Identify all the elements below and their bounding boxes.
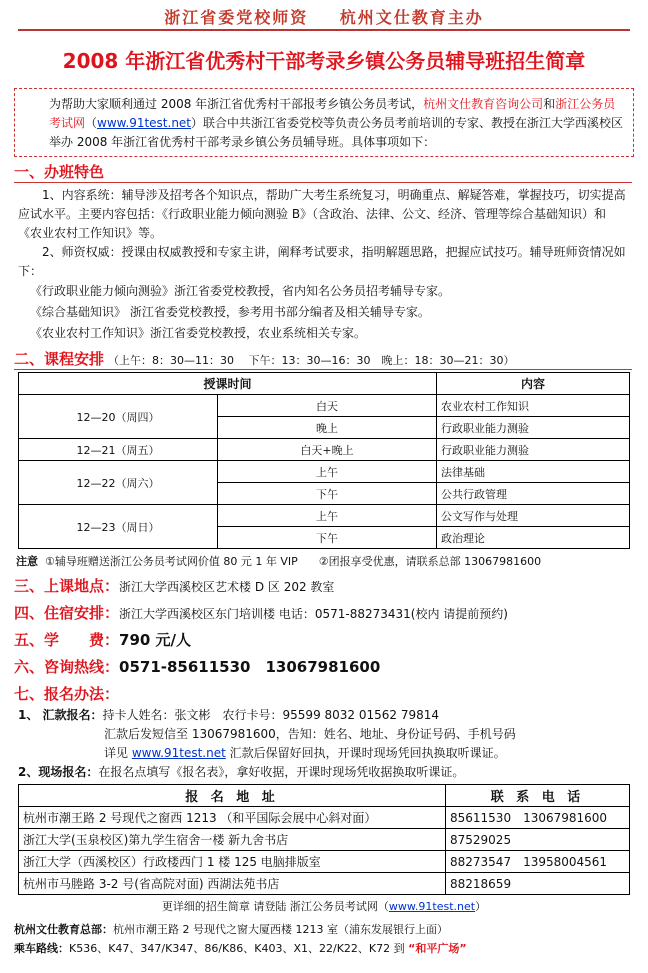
teacher-item: 《综合基础知识》 浙江省委党校教授，参考用书部分编者及相关辅导专家。 bbox=[30, 305, 430, 319]
org-91test: 浙江公务员考试网 bbox=[49, 97, 616, 130]
section-3: 三、上课地点：浙江大学西溪校区艺术楼 D 区 202 教室 bbox=[14, 577, 335, 595]
table-row: 下午 政治理论 bbox=[19, 527, 630, 549]
col-header-content: 内容 bbox=[437, 373, 630, 395]
schedule-note: 注意 ①辅导班赠送浙江公务员考试网价值 80 元 1 年 VIP ②团报享受优惠，请联系总部 13067981600 bbox=[16, 555, 542, 568]
class-times: （上午：8：30—11：30 下午：13：30—16：30 晚上：18：30—21：30） bbox=[108, 354, 515, 367]
more-info: 更详细的招生简章 请登陆 浙江公务员考试网（www.91test.net） bbox=[161, 900, 487, 913]
schedule-table bbox=[18, 372, 630, 549]
table-header-row bbox=[19, 373, 630, 395]
remit-signup: 1、 汇款报名：持卡人姓名：张文彬 农行卡号：95599 8032 01562 79814 汇款后发短信至 13067981600，告知：姓名、地址、身份证号码、手机号码 详见 www.91test.net 汇款后保留好回执，开课时现场凭回执换取听课证。 2、现场报名：在报名点填写《报名表》，拿好收据，开课时现场凭收据换取听课证。 bbox=[18, 708, 516, 779]
footer-link[interactable]: www.91test.net bbox=[388, 900, 476, 913]
section-2-title: 二、课程安排 （上午：8：30—11：30 下午：13：30—16：30 晚上：18：30—21：30） bbox=[14, 350, 515, 368]
footer-contact: 杭州文仕教育总部：杭州市潮王路 2 号现代之窗大厦西楼 1213 室（浦东发展银行上面） 乘车路线：K536、K47、347/K347、86/K86、K403、X1、22/K22、K72 到 “和平广场” bbox=[14, 923, 467, 955]
section-1-title: 一、办班特色 bbox=[14, 163, 105, 181]
section-4: 四、住宿安排：浙江大学西溪校区东门培训楼 电话：0571-88273431(校内 请提前预约) bbox=[14, 604, 508, 622]
table-row: 12—21（周五） 白天+晚上 行政职业能力测验 bbox=[19, 439, 630, 461]
page-title: 2008 年浙江省优秀村干部考录乡镇公务员辅导班招生简章 bbox=[62, 49, 586, 73]
section-divider bbox=[14, 369, 632, 370]
section-6: 六、咨询热线：0571-85611530 13067981600 bbox=[14, 658, 381, 676]
org-wenshi: 杭州文仕教育咨询公司 bbox=[423, 97, 544, 111]
feature-teachers: 2、师资权威：授课由权威教授和专家主讲，阐释考试要求，指明解题思路，把握应试技巧。辅导班师资情况如下： bbox=[18, 245, 626, 278]
signup-link[interactable]: www.91test.net bbox=[131, 746, 226, 760]
table-row: 杭州市潮王路 2 号现代之窗西 1213 （和平国际会展中心斜对面） 85611530 13067981600 bbox=[19, 807, 630, 829]
table-row: 12—22（周六） 上午 法律基础 bbox=[19, 461, 630, 483]
section-divider bbox=[14, 182, 632, 183]
teacher-item: 《农业农村工作知识》浙江省委党校教授，农业系统相关专家。 bbox=[30, 326, 367, 340]
table-row: 晚上 行政职业能力测验 bbox=[19, 417, 630, 439]
table-row: 12—23（周日） 上午 公文写作与处理 bbox=[19, 505, 630, 527]
header-right: 杭州文仕教育主办 bbox=[339, 8, 484, 27]
teacher-list bbox=[0, 281, 648, 344]
signup-points-table bbox=[18, 784, 630, 895]
section-5: 五、学 费：790 元/人 bbox=[14, 631, 192, 649]
intro-text: 为帮助大家顺利通过 2008 年浙江省优秀村干部报考乡镇公务员考试，杭州文仕教育咨询公司和浙江公务员考试网（www.91test.net）联合中共浙江省委党校等负责公务员考前培训的专家、教授在浙江大学西溪校区举办 2008 年浙江省优秀村干部考录乡镇公务员辅导班。具体事项如下： bbox=[49, 97, 624, 149]
header-rule bbox=[18, 29, 630, 31]
intro-link[interactable]: www.91test.net bbox=[97, 116, 192, 130]
feature-content: 1、内容系统：辅导涉及招考各个知识点，帮助广大考生系统复习，明确重点、解疑答难，掌握技巧，切实提高应试水平。主要内容包括：《行政职业能力倾向测验 B》（含政治、法律、公文、经济、管理等综合基础知识）和《农业农村工作知识》等。 bbox=[18, 188, 626, 240]
table-row: 浙江大学（西溪校区）行政楼西门 1 楼 125 电脑排版室 88273547 13958004561 bbox=[19, 851, 630, 873]
col-header-time: 授课时间 bbox=[19, 373, 437, 395]
table-row: 浙江大学(玉泉校区)第九学生宿舍一楼 新九舍书店 87529025 bbox=[19, 829, 630, 851]
intro-box bbox=[14, 88, 634, 157]
teacher-item: 《行政职业能力倾向测验》浙江省委党校教授，省内知名公务员招考辅导专家。 bbox=[30, 284, 451, 298]
table-row: 下午 公共行政管理 bbox=[19, 483, 630, 505]
table-row: 12—20（周四） 白天 农业农村工作知识 bbox=[19, 395, 630, 417]
table-header-row: 报 名 地 址 联 系 电 话 bbox=[19, 785, 630, 807]
header-left: 浙江省委党校师资 bbox=[164, 8, 309, 27]
table-row: 杭州市马塍路 3-2 号(省高院对面) 西湖法苑书店 88218659 bbox=[19, 873, 630, 895]
header-banner bbox=[0, 0, 648, 27]
section-7: 七、报名办法： bbox=[14, 685, 120, 703]
